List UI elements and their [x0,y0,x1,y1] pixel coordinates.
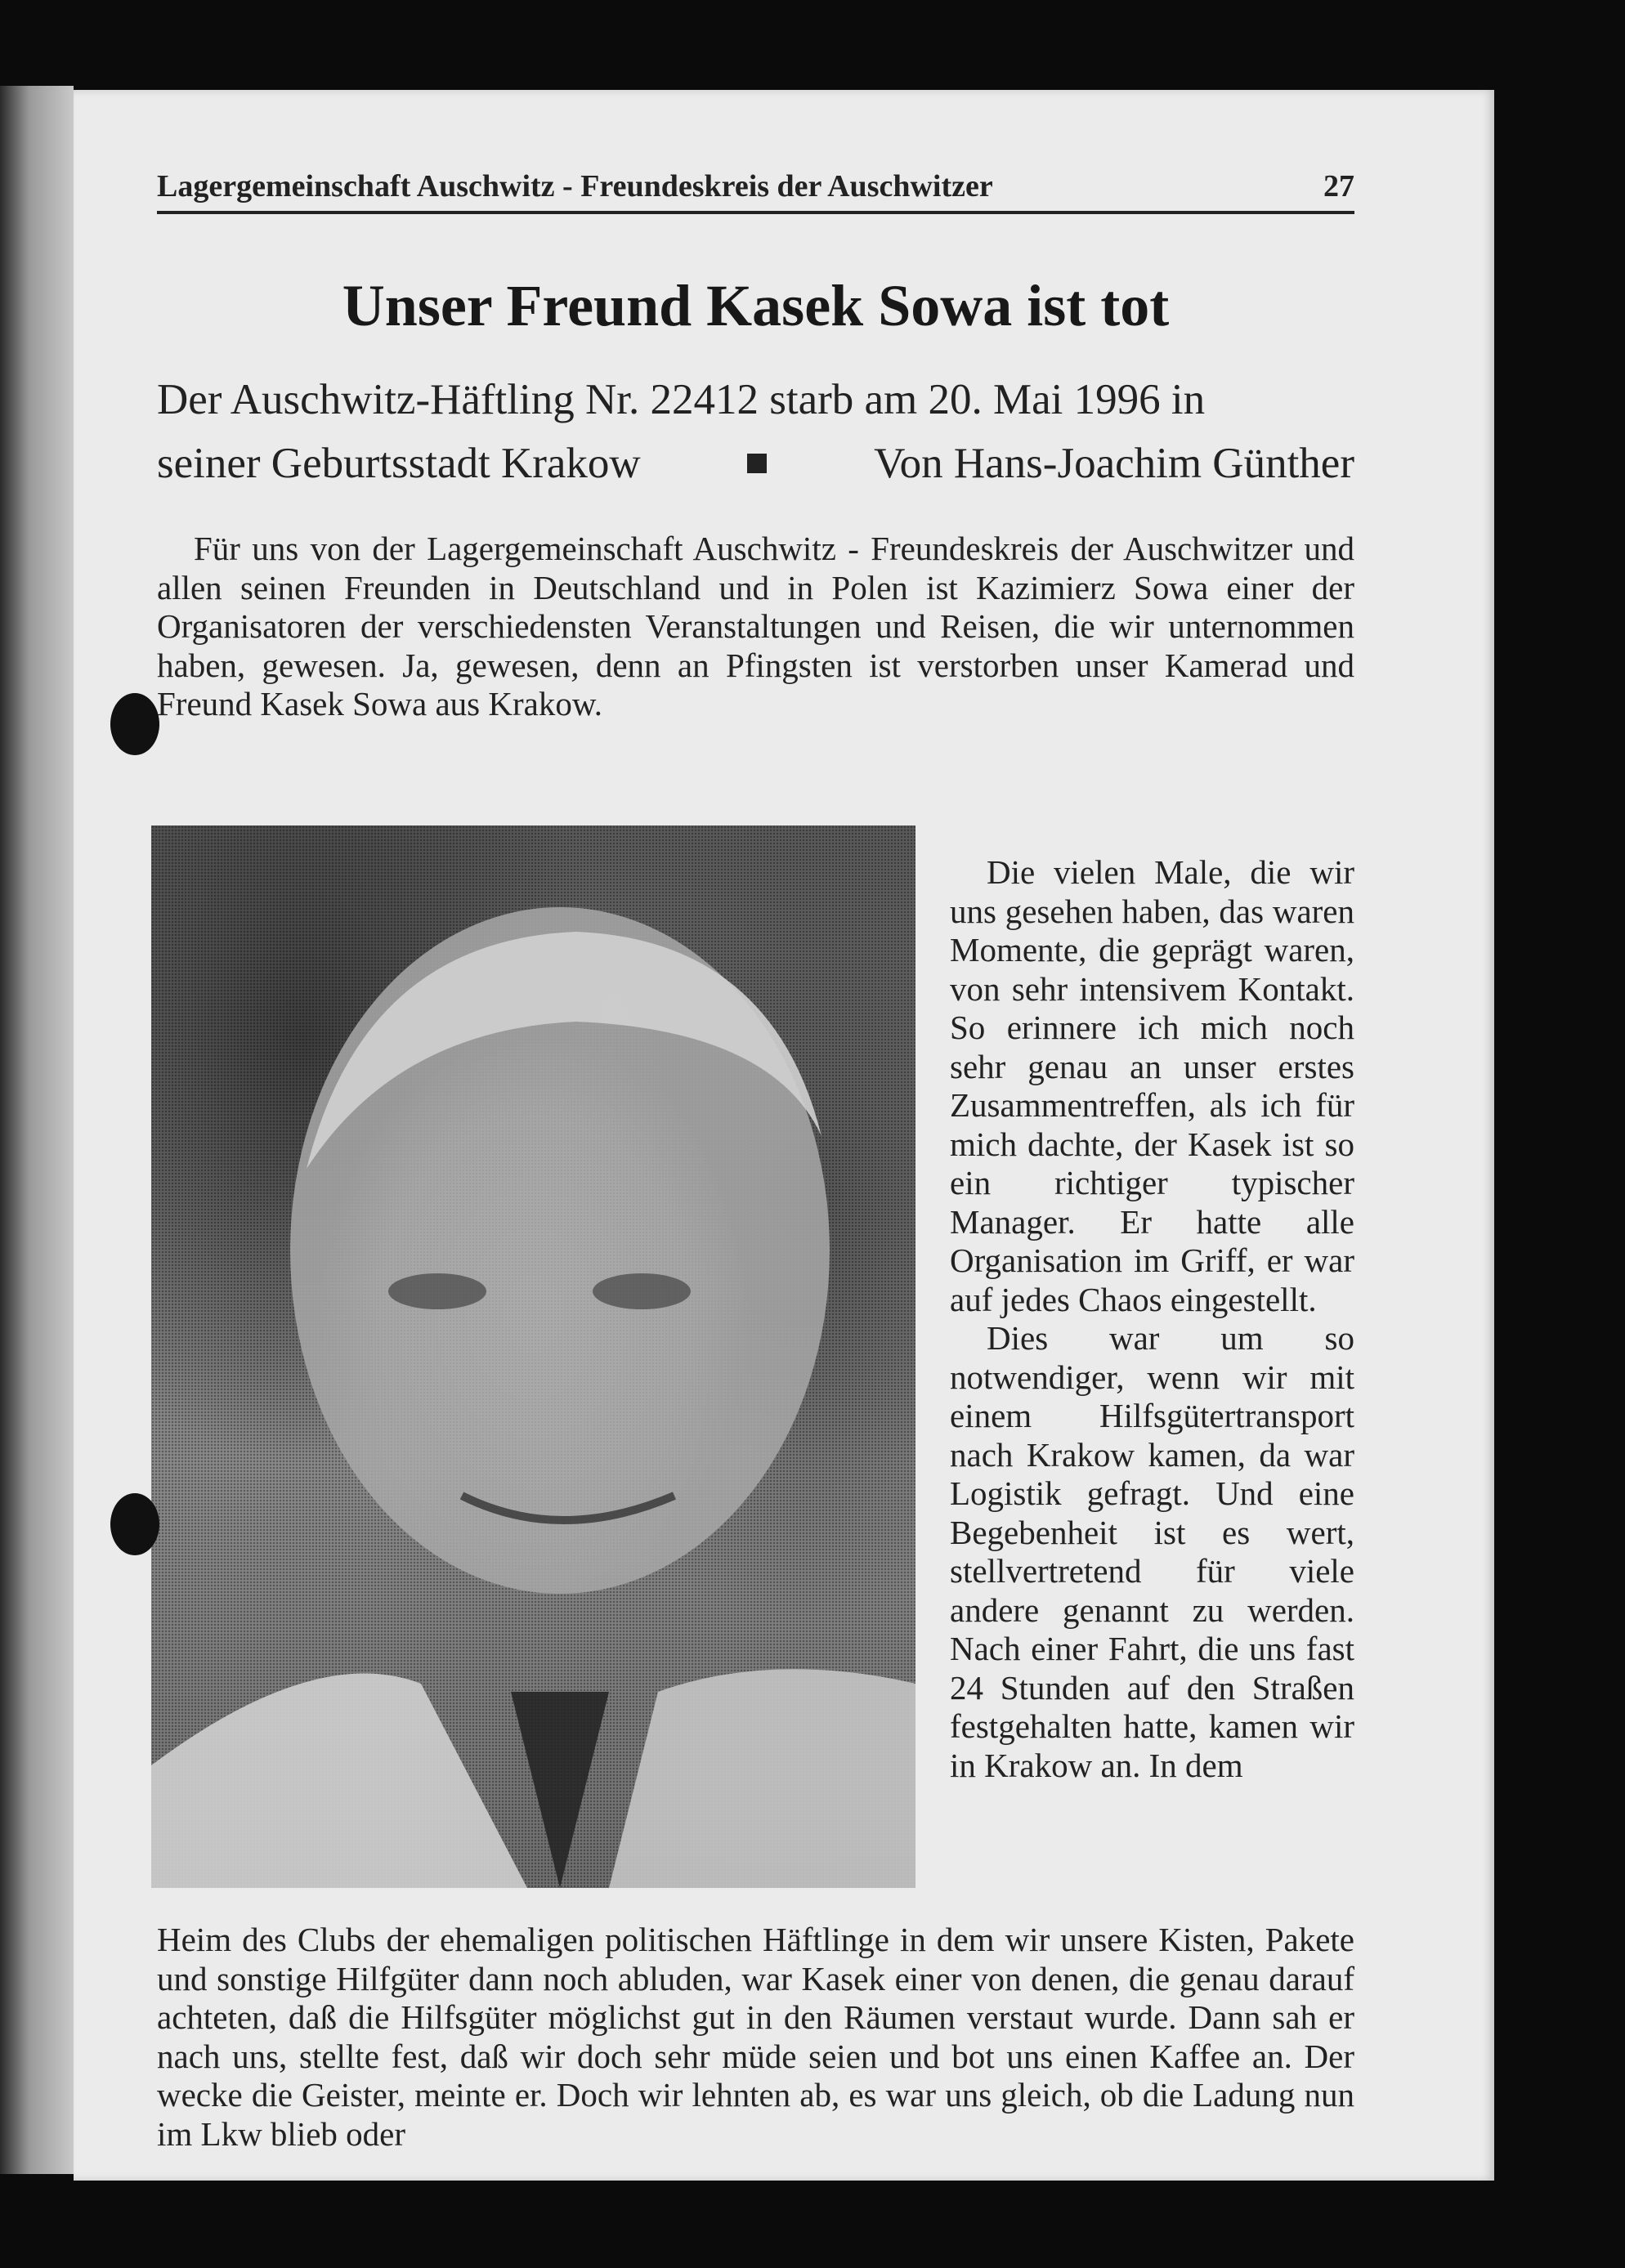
portrait-photo [151,825,915,1888]
byline: Von Hans-Joachim Günther [874,440,1354,487]
intro-paragraph: Für uns von der Lagergemeinschaft Auschwitz - Freundeskreis der Auschwitzer und allen seinen Freunden in Deutschland und in Polen ist Kazimierz Sowa einer der Organisatoren der verschiedensten Veranstaltungen und Reisen, die wir unternommen haben, gewesen. Ja, gewesen, denn an Pfingsten ist verstorben unser Kamerad und Freund Kasek Sowa aus Krakow. [157,530,1354,722]
punch-hole-top [110,693,159,755]
document-page [74,90,1494,2181]
continuation-paragraph: Heim des Clubs der ehemaligen politischen Häftlinge in dem wir unsere Kisten, Pakete und sonstige Hilfgüter dann noch abluden, war Kasek einer von denen, die genau darauf achteten, daß die Hilfsgüter möglichst gut in den Räumen verstaut wurde. Dann sah er nach uns, stellte fest, daß wir doch sehr müde seien und bot uns einen Kaffee an. Der wecke die Geister, meinte er. Doch wir lehnten ab, es war uns gleich, ob die Ladung nun im Lkw blieb oder [157,1921,1354,2153]
publication-name: Lagergemeinschaft Auschwitz - Freundeskreis der Auschwitzer [157,169,993,204]
subtitle-line-2 [157,432,1354,495]
subtitle-location: seiner Geburtsstadt Krakow [157,440,641,487]
separator-square-icon [747,454,767,473]
article-subtitle [157,368,1354,495]
subtitle-line-1: Der Auschwitz-Häftling Nr. 22412 starb am 20. Mai 1996 in [157,376,1206,423]
side-column [950,853,1354,1785]
article-title: Unser Freund Kasek Sowa ist tot [342,273,1170,338]
portrait-figure [151,825,915,1888]
punch-hole-bottom [110,1493,159,1555]
side-paragraph-1: Die vielen Male, die wir uns gesehen haben, das waren Momente, die geprägt waren, von sehr intensivem Kontakt. So erinnere ich mich noch sehr genau an unser erstes Zusammentreffen, als ich für mich dachte, der Kasek ist so ein richtiger typischer Manager. Er hatte alle Organisation im Griff, er war auf jedes Chaos eingestellt. [950,853,1354,1318]
running-header [157,165,1354,214]
adjacent-page-edge [0,86,74,2174]
side-paragraph-2: Dies war um so notwendiger, wenn wir mit einem Hilfsgütertransport nach Krakow kamen, da war Logistik gefragt. Und eine Begebenheit ist es wert, stellvertretend für viele andere genannt zu werden. Nach einer Fahrt, die uns fast 24 Stunden auf den Straßen festgehalten hatte, kamen wir in Krakow an. In dem [950,1319,1354,1784]
page-number: 27 [1323,169,1354,204]
